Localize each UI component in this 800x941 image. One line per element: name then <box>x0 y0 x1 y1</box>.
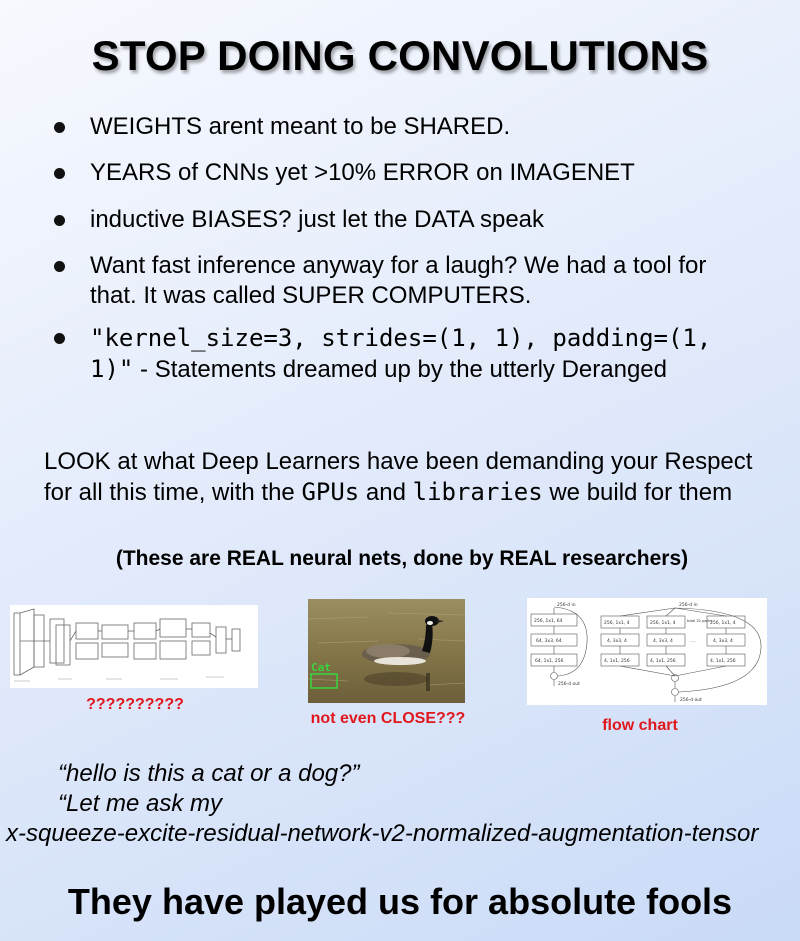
detection-label: Cat <box>311 661 331 674</box>
figure-goose-photo <box>308 599 465 703</box>
resnet-block-diagram <box>527 598 767 705</box>
paragraph-text: and <box>359 479 413 506</box>
bullet-text: Want fast inference anyway for a laugh? We had a tool for that. It was called SUPER COMPUTERS. <box>90 252 707 309</box>
diagram-label: 64, 3x3, 64 <box>536 639 562 644</box>
figure-caption: flow chart <box>602 717 678 734</box>
diagram-label: 256, 1x1, 4 <box>650 621 676 626</box>
bullet-list <box>50 112 790 385</box>
diagram-label: 4, 1x1, 256 <box>710 659 736 664</box>
diagram-label: .... <box>690 639 696 644</box>
diagram-label: 4, 3x3, 4 <box>653 639 673 644</box>
diagram-label: 4, 1x1, 256 <box>650 659 676 664</box>
meme-title: STOP DOING CONVOLUTIONS <box>91 32 709 79</box>
diagram-label: 256, 1x1, 4 <box>604 621 630 626</box>
figure-resnet-blocks <box>527 598 767 705</box>
bullet-text: inductive BIASES? just let the DATA speak <box>90 206 545 233</box>
quote-clip <box>0 819 800 851</box>
bullet-item <box>50 158 790 188</box>
diagram-label: 256, 1x1, 4 <box>710 621 736 626</box>
bullet-item <box>50 323 790 385</box>
diagram-label: 4, 1x1, 256 <box>604 659 630 664</box>
diagram-label: 256, 1x1, 64 <box>534 619 563 624</box>
paragraph <box>44 446 764 508</box>
diagram-label: 256-d out <box>558 682 580 687</box>
figure-architecture-diagram <box>10 605 258 688</box>
code-libraries: libraries <box>412 478 543 506</box>
bullet-item <box>50 205 790 235</box>
architecture-diagram <box>10 605 258 688</box>
quote-line: “hello is this a cat or a dog?” <box>58 760 360 787</box>
bullet-item <box>50 251 790 311</box>
bullet-text: WEIGHTS arent meant to be SHARED. <box>90 113 511 140</box>
footer-punchline: They have played us for absolute fools <box>67 881 733 922</box>
bullet-item <box>50 112 790 142</box>
figure-caption: not even CLOSE??? <box>310 710 466 727</box>
diagram-label: 256-d out <box>680 698 702 703</box>
goose-photo <box>308 599 465 703</box>
diagram-label: 4, 3x3, 4 <box>713 639 733 644</box>
quote-line: x-squeeze-excite-residual-network-v2-normalized-augmentation-tensor <box>6 820 759 847</box>
paragraph-text: LOOK at what Deep Learners have been demanding your Respect for all this time, with the <box>44 448 753 506</box>
code-gpus: GPUs <box>301 478 360 506</box>
code-snippet: "kernel_size=3, strides=(1, 1), padding=(1, 1)" <box>90 324 712 383</box>
subheading-note: (These are REAL neural nets, done by REAL researchers) <box>115 547 689 570</box>
diagram-label: 256-d in <box>557 603 576 608</box>
bullet-text: YEARS of CNNs yet >10% ERROR on IMAGENET <box>90 159 635 186</box>
diagram-label: 4, 3x3, 4 <box>607 639 627 644</box>
bullet-text: - Statements dreamed up by the utterly Deranged <box>133 356 667 383</box>
paragraph-text: we build for them <box>542 479 733 506</box>
quote-line: “Let me ask my <box>58 790 223 817</box>
diagram-label: total 32 paths <box>687 619 713 623</box>
diagram-label: 256-d in <box>679 603 698 608</box>
diagram-label: 64, 1x1, 256 <box>535 659 564 664</box>
figure-caption: ?????????? <box>86 696 184 713</box>
